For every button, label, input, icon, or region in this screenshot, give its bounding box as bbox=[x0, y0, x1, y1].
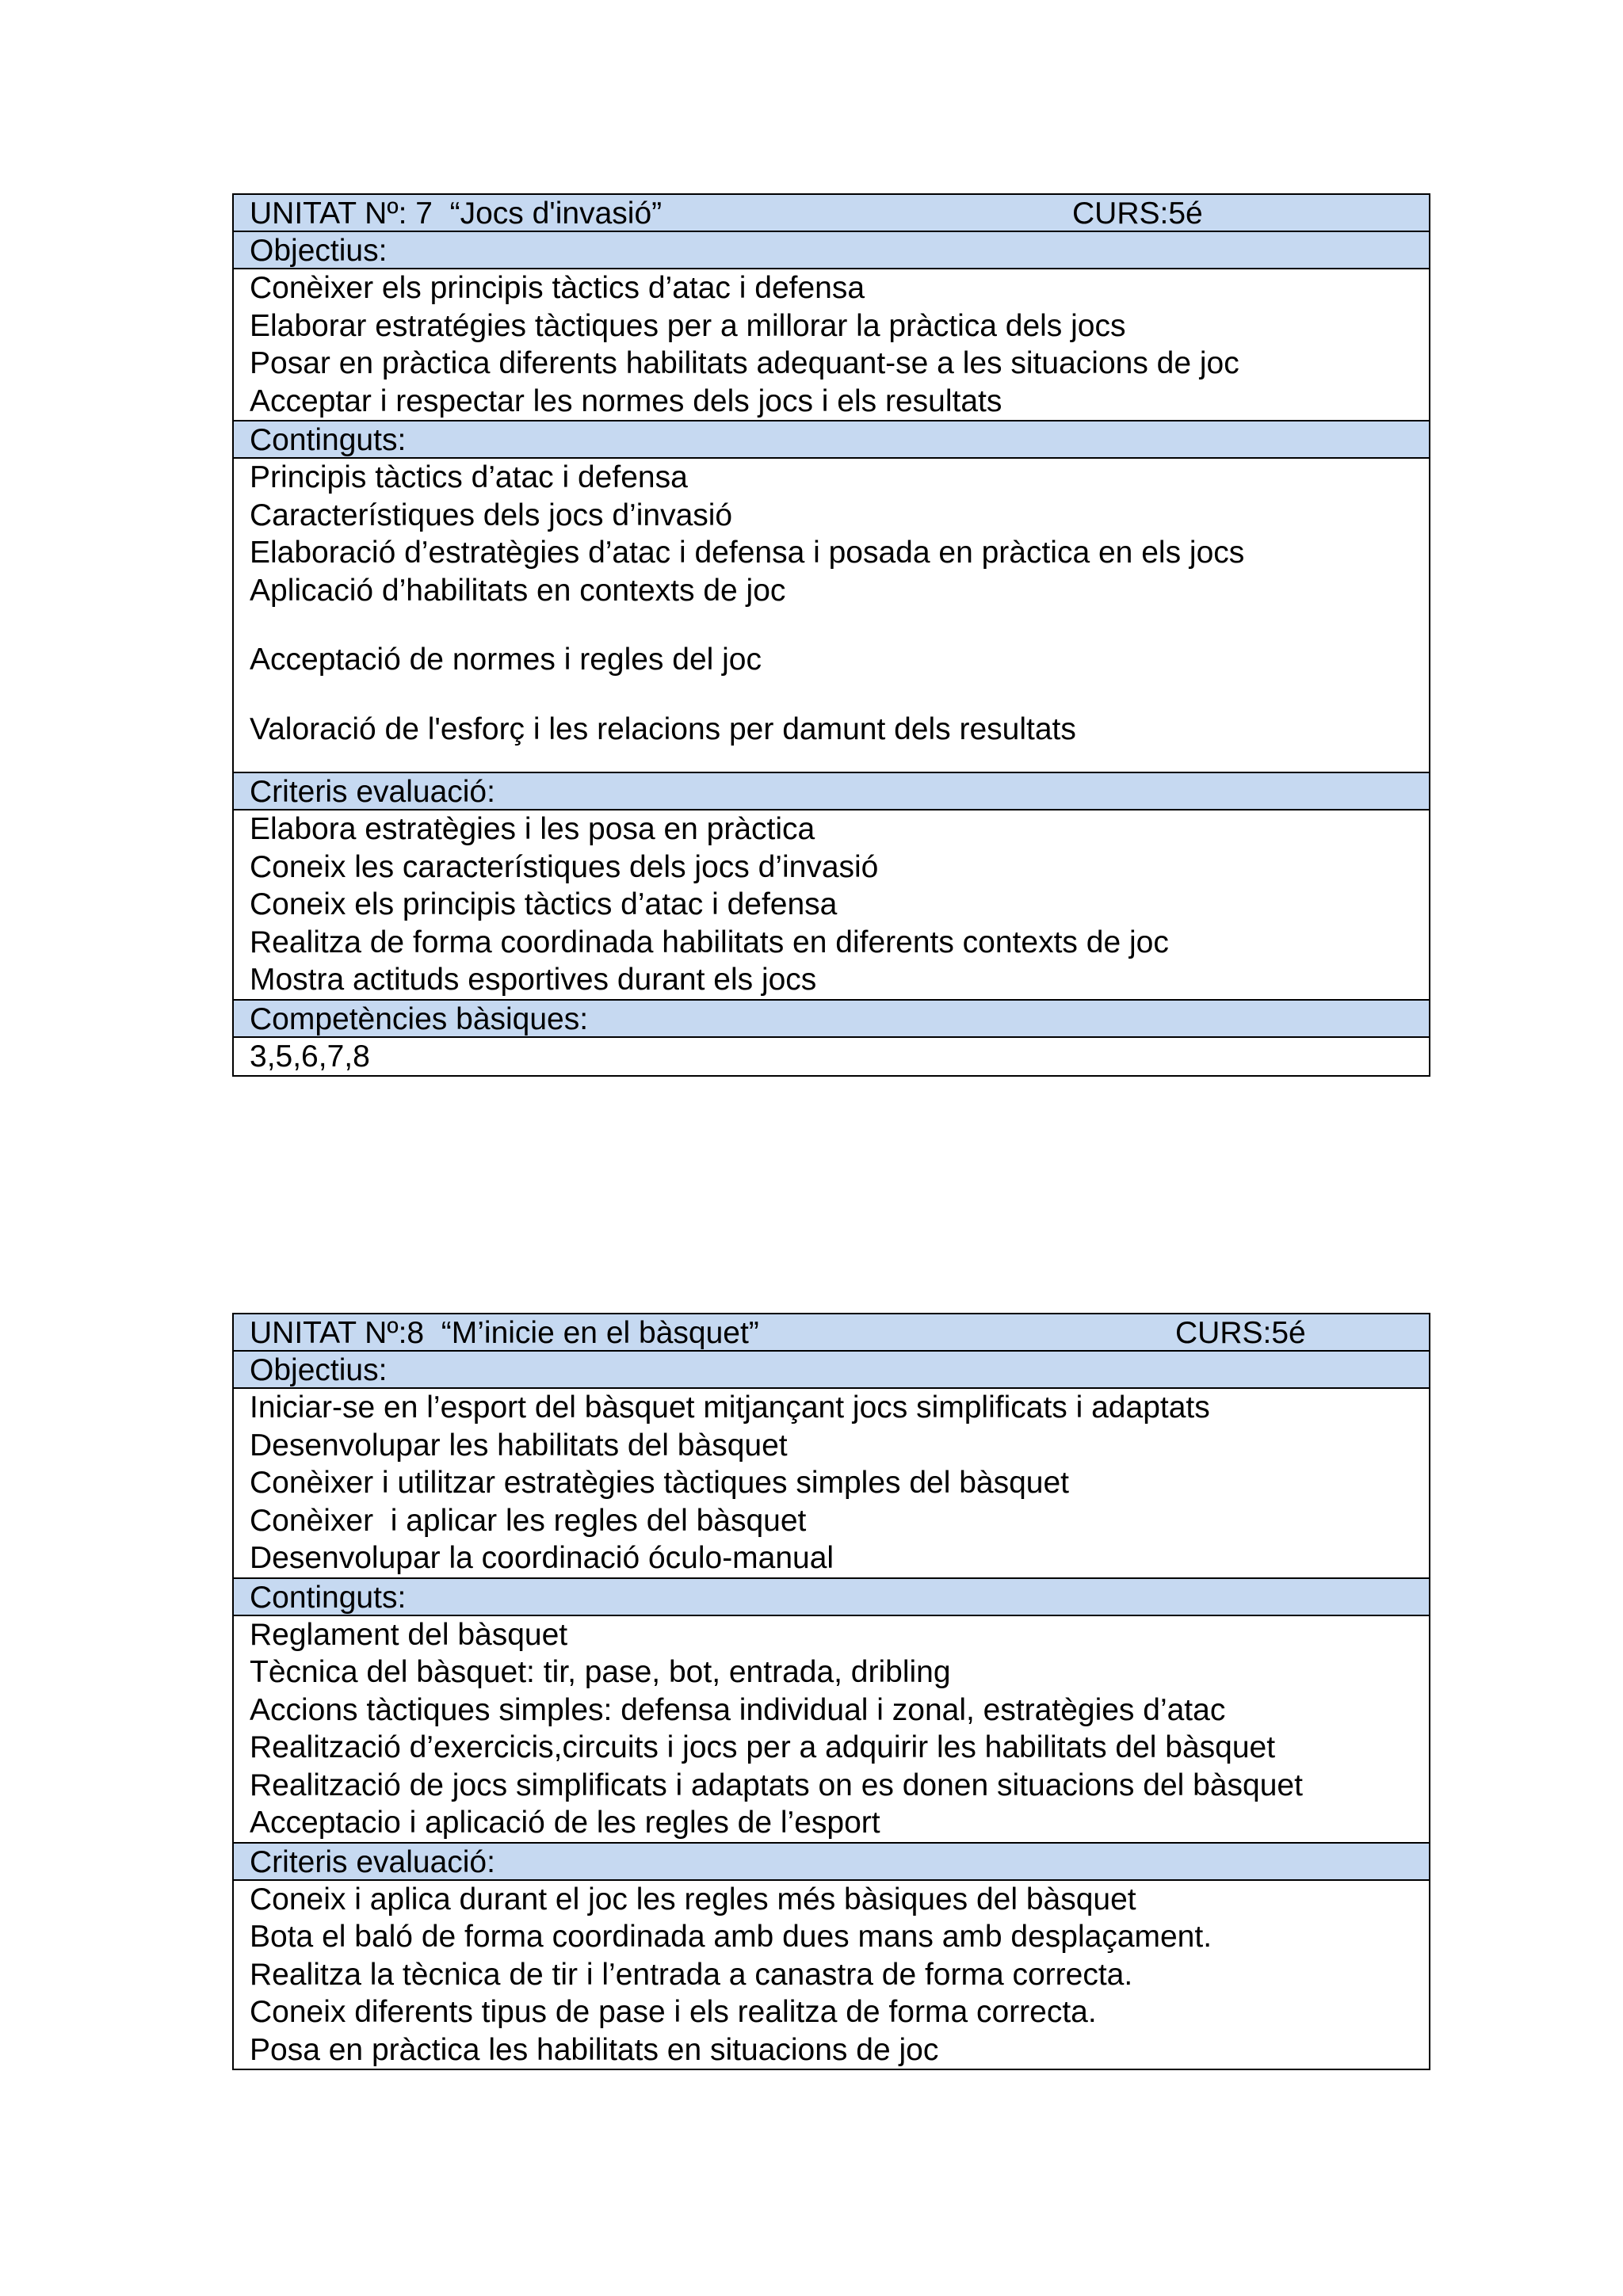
criteris-header: Criteris evaluació: bbox=[234, 1844, 1429, 1881]
list-item: Realitza la tècnica de tir i l’entrada a canastra de forma correcta. bbox=[250, 1957, 1133, 1992]
unit-title-row bbox=[234, 195, 1429, 232]
continguts-list bbox=[234, 1616, 1429, 1844]
list-item: Tècnica del bàsquet: tir, pase, bot, entrada, dribling bbox=[250, 1655, 951, 1689]
list-item: Iniciar-se en l’esport del bàsquet mitjançant jocs simplificats i adaptats bbox=[250, 1390, 1210, 1425]
continguts-list bbox=[234, 459, 1429, 773]
list-item: Acceptar i respectar les normes dels jocs i els resultats bbox=[250, 383, 1002, 418]
list-item: Acceptació de normes i regles del joc bbox=[250, 643, 762, 677]
list-item: Posar en pràctica diferents habilitats adequant-se a les situacions de joc bbox=[250, 346, 1239, 380]
competencies-value-row bbox=[234, 1038, 1429, 1076]
unit-course: CURS:5é bbox=[1175, 1316, 1306, 1350]
objectius-header: Objectius: bbox=[234, 232, 1429, 269]
list-item: Principis tàctics d’atac i defensa bbox=[250, 460, 688, 494]
list-item: Conèixer i aplicar les regles del bàsquet bbox=[250, 1503, 807, 1538]
competencies-header: Competències bàsiques: bbox=[234, 1001, 1429, 1038]
unit-course: CURS:5é bbox=[1072, 196, 1203, 231]
unit-title: UNITAT Nº:8 “M’inicie en el bàsquet” bbox=[250, 1316, 759, 1350]
list-item: Desenvolupar les habilitats del bàsquet bbox=[250, 1428, 788, 1463]
unit-title-row bbox=[234, 1314, 1429, 1352]
continguts-header: Continguts: bbox=[234, 1579, 1429, 1616]
list-item: Elaboració d’estratègies d’atac i defensa i posada en pràctica en els jocs bbox=[250, 536, 1245, 570]
list-item: Realitza de forma coordinada habilitats en diferents contexts de joc bbox=[250, 925, 1169, 959]
list-item: Posa en pràctica les habilitats en situacions de joc bbox=[250, 2032, 939, 2067]
list-item: Conèixer i utilitzar estratègies tàctiques simples del bàsquet bbox=[250, 1466, 1070, 1500]
objectius-list bbox=[234, 1389, 1429, 1579]
list-item: Elaborar estratégies tàctiques per a millorar la pràctica dels jocs bbox=[250, 308, 1126, 343]
list-item: Coneix diferents tipus de pase i els realitza de forma correcta. bbox=[250, 1995, 1097, 2029]
objectius-list bbox=[234, 269, 1429, 421]
list-item: Característiques dels jocs d’invasió bbox=[250, 498, 733, 532]
criteris-header: Criteris evaluació: bbox=[234, 773, 1429, 810]
list-item: Realització de jocs simplificats i adaptats on es donen situacions del bàsquet bbox=[250, 1768, 1303, 1802]
list-item: Aplicació d’habilitats en contexts de joc bbox=[250, 573, 786, 608]
unit-table-7 bbox=[232, 193, 1430, 1077]
competencies-value: 3,5,6,7,8 bbox=[250, 1039, 370, 1074]
criteris-list bbox=[234, 810, 1429, 1001]
list-item: Bota el baló de forma coordinada amb dues mans amb desplaçament. bbox=[250, 1920, 1212, 1954]
list-item: Accions tàctiques simples: defensa individual i zonal, estratègies d’atac bbox=[250, 1692, 1226, 1727]
list-item: Reglament del bàsquet bbox=[250, 1617, 568, 1652]
unit-title: UNITAT Nº: 7 “Jocs d'invasió” bbox=[250, 196, 663, 231]
unit-table-8 bbox=[232, 1313, 1430, 2070]
list-item: Elabora estratègies i les posa en pràctica bbox=[250, 812, 815, 846]
list-item: Conèixer els principis tàctics d’atac i defensa bbox=[250, 271, 865, 305]
list-item: Realització d’exercicis,circuits i jocs per a adquirir les habilitats del bàsquet bbox=[250, 1730, 1276, 1764]
criteris-list bbox=[234, 1881, 1429, 2069]
continguts-header: Continguts: bbox=[234, 421, 1429, 459]
list-item: Valoració de l'esforç i les relacions per damunt dels resultats bbox=[250, 711, 1076, 746]
objectius-header: Objectius: bbox=[234, 1352, 1429, 1389]
list-item: Mostra actituds esportives durant els jocs bbox=[250, 963, 817, 997]
list-item: Acceptacio i aplicació de les regles de l’esport bbox=[250, 1806, 880, 1840]
list-item: Coneix les característiques dels jocs d’invasió bbox=[250, 849, 879, 884]
list-item: Desenvolupar la coordinació óculo-manual bbox=[250, 1541, 834, 1575]
list-item: Coneix els principis tàctics d’atac i defensa bbox=[250, 887, 838, 921]
list-item: Coneix i aplica durant el joc les regles més bàsiques del bàsquet bbox=[250, 1882, 1136, 1917]
